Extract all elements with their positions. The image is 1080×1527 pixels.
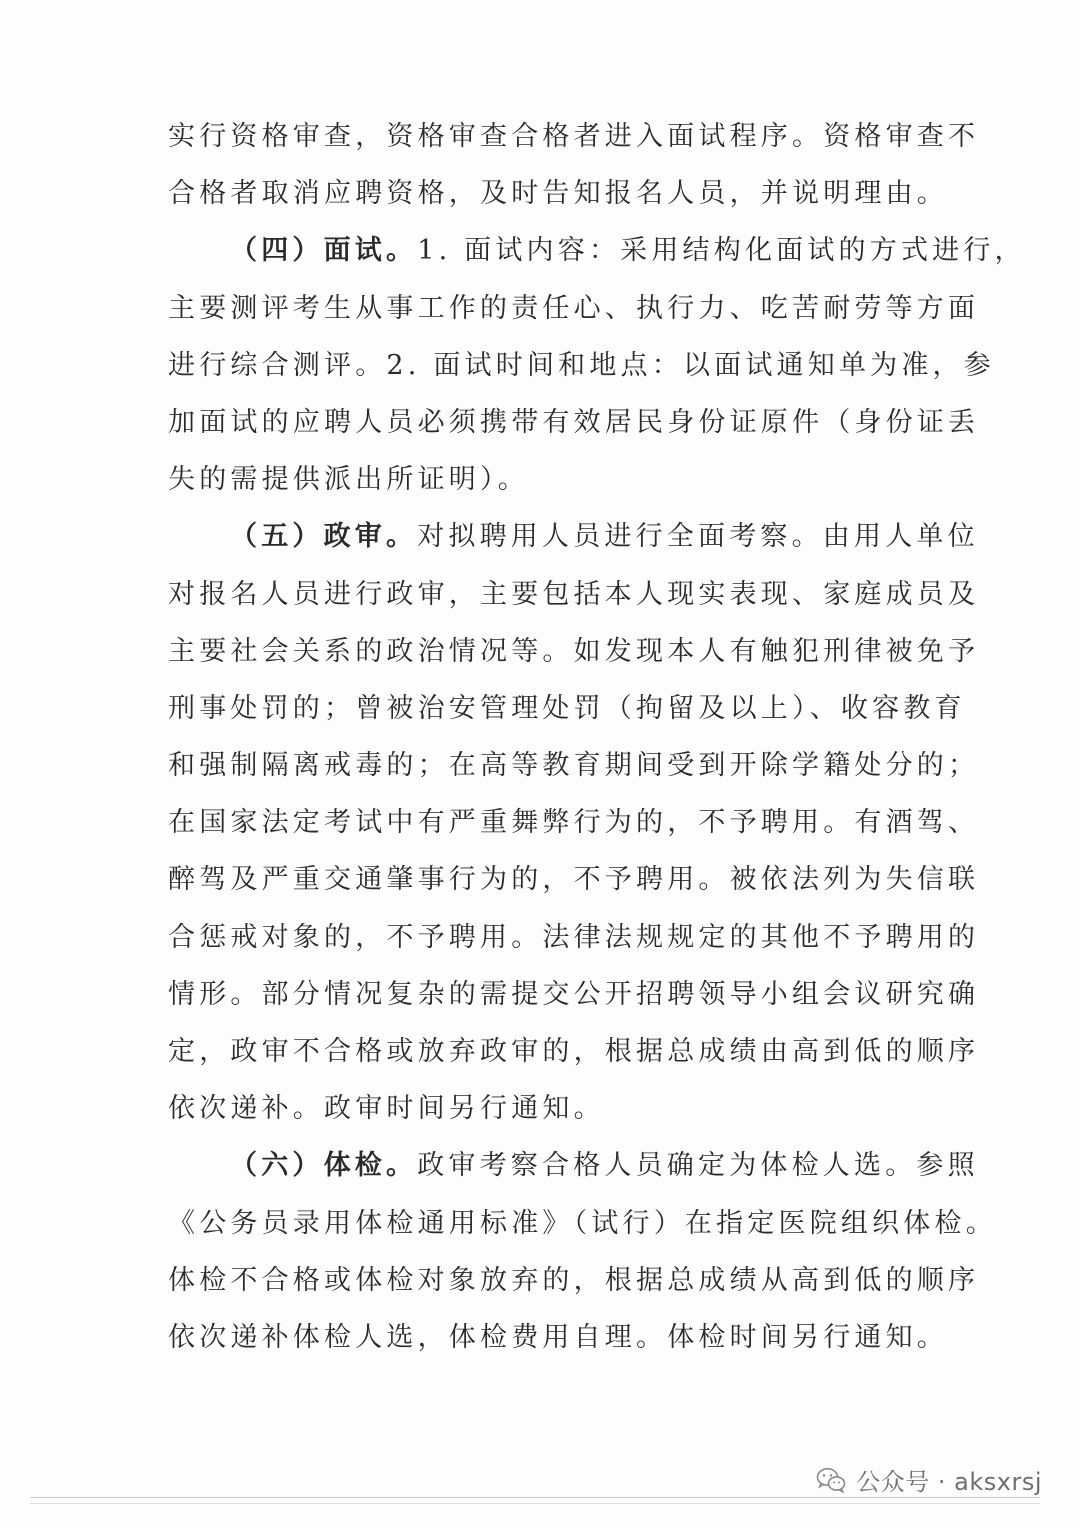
section-heading-political-review: （五）政审。 — [230, 521, 418, 553]
text-line: 《公务员录用体检通用标准》（试行）在指定医院组织体检。 — [168, 1207, 997, 1239]
text-line: 合格者取消应聘资格，及时告知报名人员，并说明理由。 — [168, 178, 948, 210]
text-line: 和强制隔离戒毒的；在高等教育期间受到开除学籍处分的； — [168, 750, 980, 782]
text-line: 主要测评考生从事工作的责任心、执行力、吃苦耐劳等方面 — [168, 292, 980, 324]
scan-artifact-line — [30, 1503, 1040, 1504]
text-line: 失的需提供派出所证明）。 — [168, 464, 529, 496]
text-span: 政审考察合格人员确定为体检人选。参照 — [417, 1150, 979, 1182]
section-heading-medical-exam: （六）体检。 — [230, 1150, 418, 1182]
text-span: 对拟聘用人员进行全面考察。由用人单位 — [417, 521, 979, 553]
text-line: 体检不合格或体检对象放弃的，根据总成绩从高到低的顺序 — [168, 1264, 980, 1296]
text-line: 实行资格审查，资格审查合格者进入面试程序。资格审查不 — [168, 121, 980, 152]
text-line: 进行综合测评。2. 面试时间和地点：以面试通知单为准，参 — [168, 349, 995, 381]
text-line: 在国家法定考试中有严重舞弊行为的，不予聘用。有酒驾、 — [168, 807, 980, 839]
watermark — [816, 1462, 1042, 1497]
document-body — [168, 108, 1026, 1366]
text-line — [168, 1137, 979, 1194]
text-line: 情形。部分情况复杂的需提交公开招聘领导小组会议研究确 — [168, 978, 980, 1010]
text-line: 加面试的应聘人员必须携带有效居民身份证原件（身份证丢 — [168, 406, 980, 438]
section-heading-interview: （四）面试。 — [230, 235, 418, 267]
text-line: 对报名人员进行政审，主要包括本人现实表现、家庭成员及 — [168, 578, 980, 610]
scan-artifact-line — [30, 1497, 1040, 1498]
watermark-text: 公众号 · aksxrsj — [856, 1468, 1042, 1496]
text-line: 醉驾及严重交通肇事行为的，不予聘用。被依法列为失信联 — [168, 864, 980, 896]
text-span: 1. 面试内容：采用结构化面试的方式进行， — [417, 235, 1026, 267]
text-line: 依次递补体检人选，体检费用自理。体检时间另行通知。 — [168, 1321, 948, 1353]
text-line: 刑事处罚的；曾被治安管理处罚（拘留及以上）、收容教育 — [168, 692, 966, 724]
text-line: 依次递补。政审时间另行通知。 — [168, 1093, 605, 1125]
wechat-icon — [816, 1467, 846, 1493]
text-line — [168, 222, 1026, 279]
text-line — [168, 508, 979, 565]
text-line: 合惩戒对象的，不予聘用。法律法规规定的其他不予聘用的 — [168, 921, 980, 953]
text-line: 定，政审不合格或放弃政审的，根据总成绩由高到低的顺序 — [168, 1036, 980, 1067]
text-line: 主要社会关系的政治情况等。如发现本人有触犯刑律被免予 — [168, 635, 980, 667]
